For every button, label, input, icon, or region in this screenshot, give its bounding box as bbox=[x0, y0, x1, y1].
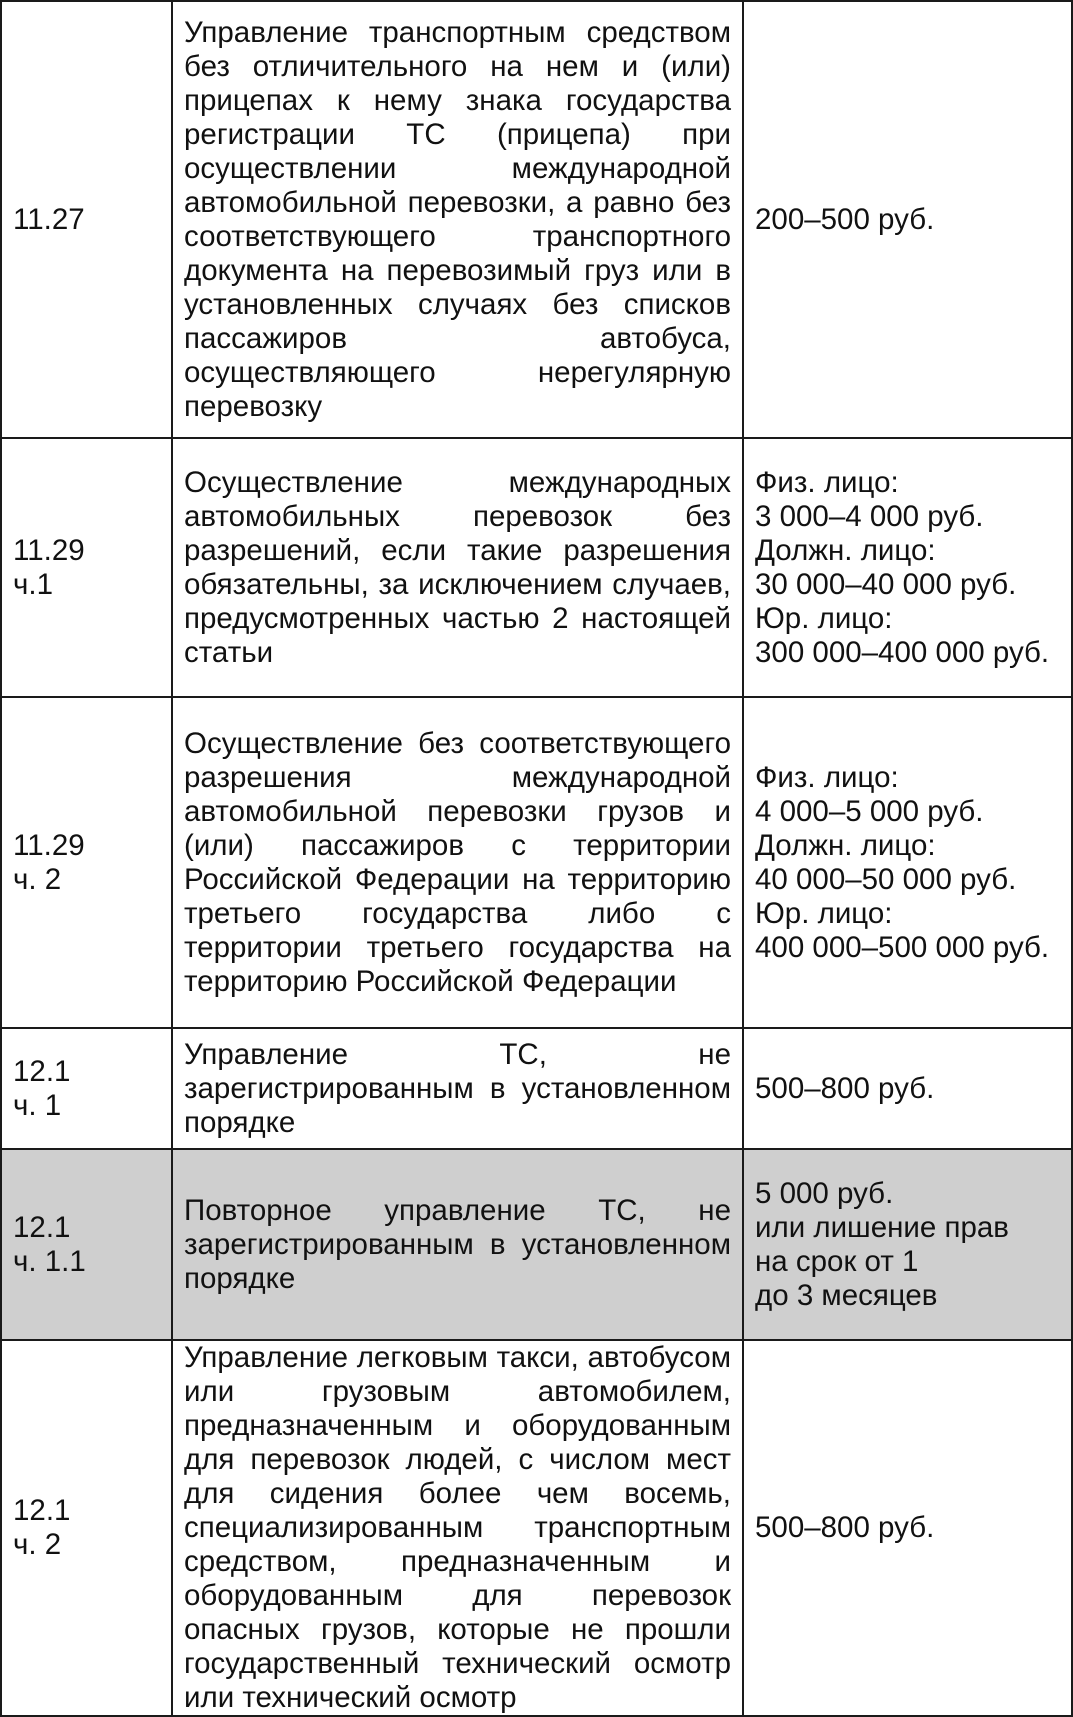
fine-cell bbox=[743, 1, 1072, 438]
description-cell bbox=[172, 697, 743, 1028]
article-line: ч. 2 bbox=[13, 1528, 62, 1561]
fine-line: 3 000–4 000 руб. bbox=[755, 499, 984, 533]
article-line: ч. 1 bbox=[13, 1088, 62, 1122]
fine-line: на срок от 1 bbox=[755, 1244, 919, 1278]
article-line: 12.1 bbox=[13, 1054, 71, 1088]
description-text: Осуществление международных автомобильных перевозок без разрешений, если такие разрешения обязательны, за исключением случаев, предусмотренных частью 2 настоящей статьи bbox=[184, 465, 731, 669]
fine-line: 5 000 руб. bbox=[755, 1176, 894, 1210]
description-text: Осуществление без соответствующего разрешения международной автомобильной перевозки грузов и (или) пассажиров с территории Российской Федерации на территорию третьего государства либо с территории третьего государства на территорию Российской Федерации bbox=[184, 726, 731, 998]
table-row bbox=[1, 1, 1072, 438]
article-cell bbox=[1, 1, 172, 438]
description-text: Повторное управление ТС, не зарегистрированным в установленном порядке bbox=[184, 1193, 731, 1295]
description-text: Управление легковым такси, автобусом или грузовым автомобилем, предназначенным и оборудованным для перевозок людей, с числом мест для сидения более чем восемь, специализированным транспортным средством, предназначенным и оборудованным для перевозок опасных грузов, которые не прошли государственный технический осмотр или технический осмотр bbox=[184, 1341, 731, 1714]
fine-cell bbox=[743, 1028, 1072, 1149]
fine-line: 400 000–500 000 руб. bbox=[755, 930, 1050, 964]
fine-line: 500–800 руб. bbox=[755, 1071, 935, 1105]
fine-cell bbox=[743, 1340, 1072, 1716]
table-row bbox=[1, 1340, 1072, 1716]
fine-line: Должн. лицо: bbox=[755, 533, 936, 567]
table-row bbox=[1, 697, 1072, 1028]
fine-line: до 3 месяцев bbox=[755, 1278, 938, 1312]
fine-line: 30 000–40 000 руб. bbox=[755, 567, 1017, 601]
article-cell bbox=[1, 438, 172, 697]
article-line: 11.29 bbox=[13, 533, 85, 567]
article-line: ч. 2 bbox=[13, 862, 62, 896]
fine-line: 200–500 руб. bbox=[755, 202, 935, 236]
fine-line: 300 000–400 000 руб. bbox=[755, 635, 1050, 669]
fine-cell bbox=[743, 697, 1072, 1028]
fine-line: 40 000–50 000 руб. bbox=[755, 862, 1017, 896]
fine-line: Физ. лицо: bbox=[755, 760, 899, 794]
description-cell bbox=[172, 1, 743, 438]
description-text: Управление транспортным средством без отличительного на нем и (или) прицепах к нему знака государства регистрации ТС (прицепа) при осуществлении международной автомобильной перевозки, а равно без соответствующего транспортного документа на перевозимый груз или в установленных случаях без списков пассажиров автобуса, осуществляющего нерегулярную перевозку bbox=[184, 15, 731, 423]
description-cell bbox=[172, 1340, 743, 1716]
fine-cell bbox=[743, 438, 1072, 697]
fine-line: Должн. лицо: bbox=[755, 828, 936, 862]
table-row bbox=[1, 438, 1072, 697]
article-line: ч. 1.1 bbox=[13, 1244, 86, 1278]
description-text: Управление ТС, не зарегистрированным в установленном порядке bbox=[184, 1037, 731, 1139]
description-cell bbox=[172, 438, 743, 697]
description-cell bbox=[172, 1028, 743, 1149]
table-row-highlighted bbox=[1, 1149, 1072, 1340]
article-line: 12.1 bbox=[13, 1494, 71, 1527]
fine-line: или лишение прав bbox=[755, 1210, 1009, 1244]
article-line: 11.29 bbox=[13, 828, 85, 862]
fine-cell bbox=[743, 1149, 1072, 1340]
article-line: ч.1 bbox=[13, 567, 53, 601]
article-cell bbox=[1, 1028, 172, 1149]
article-cell bbox=[1, 697, 172, 1028]
description-cell bbox=[172, 1149, 743, 1340]
table-row bbox=[1, 1028, 1072, 1149]
article-cell bbox=[1, 1340, 172, 1716]
article-cell bbox=[1, 1149, 172, 1340]
fine-line: Юр. лицо: bbox=[755, 896, 893, 930]
fine-line: Физ. лицо: bbox=[755, 465, 899, 499]
fine-line: 4 000–5 000 руб. bbox=[755, 794, 984, 828]
article-line: 12.1 bbox=[13, 1210, 71, 1244]
article-line: 11.27 bbox=[13, 202, 85, 236]
fine-line: 500–800 руб. bbox=[755, 1511, 935, 1544]
fine-line: Юр. лицо: bbox=[755, 601, 893, 635]
